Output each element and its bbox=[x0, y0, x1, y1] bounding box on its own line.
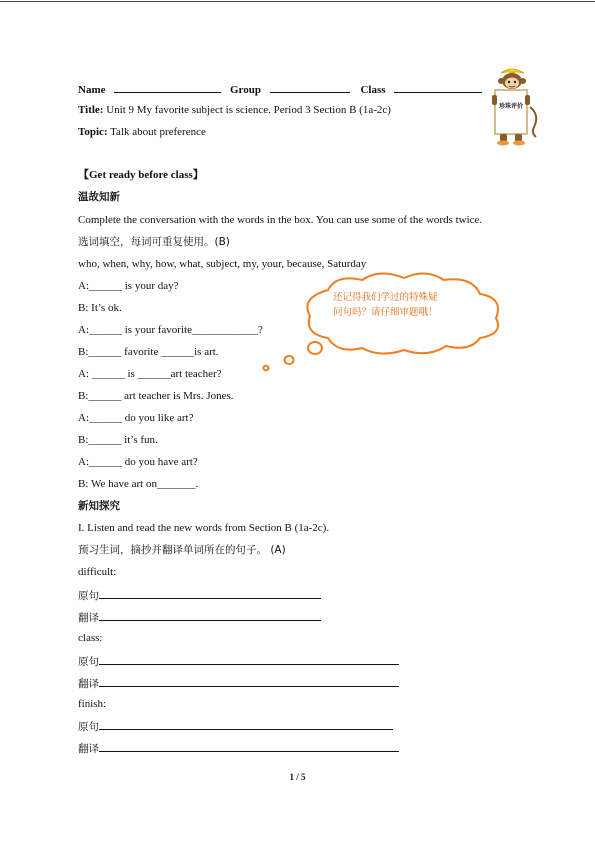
review-instruction-en: Complete the conversation with the words in the box. You can use some of the words twice. bbox=[78, 214, 483, 226]
section-get-ready: 【Get ready before class】 bbox=[78, 169, 204, 181]
dialogue-text: do you like art? bbox=[122, 412, 194, 424]
answer-blank[interactable]: ______ bbox=[89, 456, 122, 468]
review-heading: 温故知新 bbox=[78, 191, 120, 203]
title-text: Unit 9 My favorite subject is science. Period 3 Section B (1a-2c) bbox=[106, 104, 391, 116]
dialogue-text: We have art on bbox=[88, 478, 157, 490]
topic-text: Talk about preference bbox=[110, 126, 206, 138]
cloud-hint-line1: 还记得我们学过的特殊疑 bbox=[333, 292, 438, 303]
speaker: B: bbox=[78, 346, 89, 358]
review-instruction-cn: 选词填空，每词可重复使用。(B) bbox=[78, 236, 230, 248]
speaker: A: bbox=[78, 412, 89, 424]
topic-line bbox=[78, 125, 206, 139]
vocab-word: difficult: bbox=[78, 566, 117, 578]
explore-heading: 新知探究 bbox=[78, 500, 120, 512]
dialogue-text: do you have art? bbox=[122, 456, 198, 468]
monkey-with-banana-icon bbox=[484, 67, 540, 147]
translation-label: 翻译 bbox=[78, 612, 99, 624]
dialogue-line bbox=[78, 455, 198, 469]
speaker: A: bbox=[78, 280, 89, 292]
name-label: Name bbox=[78, 84, 106, 96]
dialogue-text: . bbox=[195, 478, 199, 490]
dialogue-text: it’s fun. bbox=[121, 434, 158, 446]
dialogue-text: is art. bbox=[194, 346, 219, 358]
dialogue-line bbox=[78, 301, 122, 315]
hint-thought-cloud bbox=[258, 270, 508, 378]
translation-field[interactable] bbox=[99, 609, 321, 621]
student-info-row bbox=[78, 81, 482, 97]
answer-blank[interactable]: ______ bbox=[88, 434, 122, 446]
mascot-badge-text: 珍珠评价 bbox=[498, 103, 524, 110]
dialogue-line bbox=[78, 323, 263, 337]
translation-row bbox=[78, 740, 399, 756]
original-sentence-field[interactable] bbox=[99, 587, 321, 599]
dialogue-line bbox=[78, 389, 234, 403]
dialogue-text: art teacher? bbox=[170, 368, 222, 380]
answer-blank[interactable]: ______ bbox=[89, 324, 122, 336]
dialogue-line bbox=[78, 477, 198, 491]
title-label: Title: bbox=[78, 104, 104, 116]
page-top-rule bbox=[0, 1, 595, 2]
answer-blank[interactable]: ____________ bbox=[191, 324, 258, 336]
answer-blank[interactable]: ______ bbox=[137, 368, 171, 380]
translation-row bbox=[78, 609, 321, 625]
page-number: 1 / 5 bbox=[289, 772, 306, 782]
answer-blank[interactable]: ______ bbox=[89, 368, 125, 380]
vocab-word: finish: bbox=[78, 698, 107, 710]
speaker: A: bbox=[78, 368, 89, 380]
answer-blank[interactable]: ______ bbox=[88, 346, 122, 358]
translation-field[interactable] bbox=[99, 675, 399, 687]
dialogue-text: favorite bbox=[121, 346, 162, 358]
class-field[interactable] bbox=[394, 81, 482, 93]
answer-blank[interactable]: ______ bbox=[89, 280, 122, 292]
dialogue-line bbox=[78, 411, 193, 425]
explore-task-cn: 预习生词，摘抄并翻译单词所在的句子。 (A) bbox=[78, 544, 286, 556]
speaker: B: bbox=[78, 434, 89, 446]
translation-label: 翻译 bbox=[78, 678, 99, 690]
dialogue-text: is your day? bbox=[122, 280, 179, 292]
dialogue-line bbox=[78, 345, 219, 359]
dialogue-text: art teacher is Mrs. Jones. bbox=[121, 390, 234, 402]
original-sentence-row bbox=[78, 718, 393, 734]
class-label: Class bbox=[360, 84, 386, 96]
name-field[interactable] bbox=[114, 81, 221, 93]
original-label: 原句 bbox=[78, 721, 99, 733]
original-sentence-row bbox=[78, 587, 321, 603]
original-sentence-field[interactable] bbox=[99, 718, 393, 730]
topic-label: Topic: bbox=[78, 126, 108, 138]
dialogue-line bbox=[78, 367, 222, 381]
dialogue-text: It’s ok. bbox=[88, 302, 122, 314]
cloud-hint-line2: 问句吗？请仔细审题哦！ bbox=[333, 307, 438, 318]
original-sentence-field[interactable] bbox=[99, 653, 399, 665]
title-line bbox=[78, 103, 391, 117]
speaker: A: bbox=[78, 324, 89, 336]
speaker: B: bbox=[78, 390, 89, 402]
answer-blank[interactable]: ______ bbox=[89, 412, 122, 424]
original-sentence-row bbox=[78, 653, 399, 669]
vocab-word: class: bbox=[78, 632, 103, 644]
translation-field[interactable] bbox=[99, 740, 399, 752]
answer-blank[interactable]: ______ bbox=[161, 346, 195, 358]
dialogue-line bbox=[78, 433, 158, 447]
dialogue-text: is bbox=[124, 368, 138, 380]
answer-blank[interactable]: _______ bbox=[156, 478, 196, 490]
answer-blank[interactable]: ______ bbox=[88, 390, 122, 402]
original-label: 原句 bbox=[78, 590, 99, 602]
speaker: A: bbox=[78, 456, 89, 468]
translation-label: 翻译 bbox=[78, 743, 99, 755]
dialogue-text: is your favorite bbox=[122, 324, 192, 336]
explore-task-en: I. Listen and read the new words from Section B (1a-2c). bbox=[78, 522, 330, 534]
translation-row bbox=[78, 675, 399, 691]
dialogue-line bbox=[78, 279, 179, 293]
group-label: Group bbox=[230, 84, 261, 96]
speaker: B: bbox=[78, 478, 89, 490]
dialogue-text: ? bbox=[257, 324, 263, 336]
speaker: B: bbox=[78, 302, 89, 314]
original-label: 原句 bbox=[78, 656, 99, 668]
word-box: who, when, why, how, what, subject, my, your, because, Saturday bbox=[78, 258, 367, 270]
group-field[interactable] bbox=[270, 81, 350, 93]
